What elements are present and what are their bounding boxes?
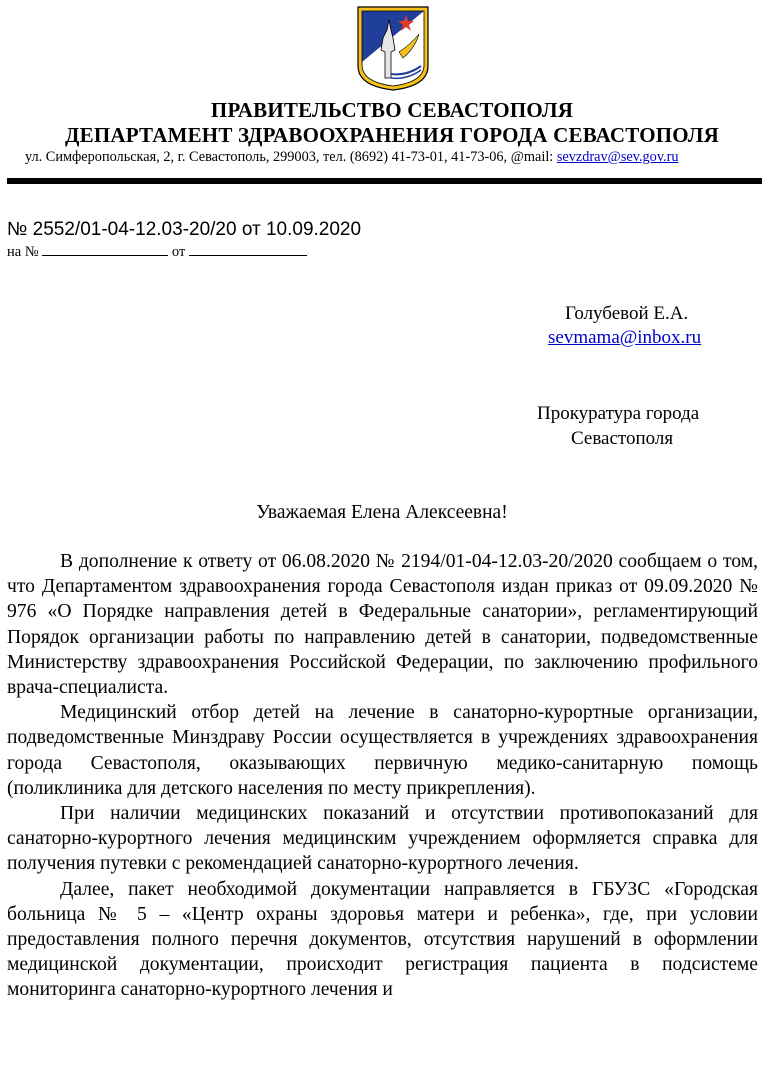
address-text: ул. Симферопольская, 2, г. Севастополь, 299003, тел. (8692) 41-73-01, 41-73-06, @mail:	[25, 149, 557, 165]
recipient-name: Голубевой Е.А.	[565, 303, 689, 324]
incoming-mid: от	[171, 244, 186, 260]
incoming-number-blank	[42, 242, 168, 256]
copy-recipient-line1: Прокуратура города	[537, 403, 700, 424]
copy-recipient-line2: Севастополя	[571, 428, 674, 449]
body-paragraph: При наличии медицинских показаний и отсутствии противопоказаний для санаторно-курортного лечения медицинским учреждением оформляется справка для получения путевки с рекомендацией санаторно-курортного лечения.	[7, 803, 758, 875]
incoming-prefix: на №	[7, 244, 39, 260]
body-paragraph: Далее, пакет необходимой документации направляется в ГБУЗС «Городская больница № 5 – «Центр охраны здоровья матери и ребенка», где, при условии предоставления полного перечня документов, отсутствия нарушений в оформлении медицинской документации, происходит регистрация пациента в подсистеме мониторинга санаторно-курортного лечения и	[7, 878, 758, 1001]
incoming-date-blank	[189, 242, 307, 256]
recipient-email-link[interactable]: sevmama@inbox.ru	[548, 327, 702, 348]
greeting: Уважаемая Елена Алексеевна!	[256, 502, 508, 523]
outgoing-number: № 2552/01-04-12.03-20/20 от 10.09.2020	[7, 219, 362, 240]
letter-body	[7, 549, 758, 1003]
org-name-department: ДЕПАРТАМЕНТ ЗДРАВООХРАНЕНИЯ ГОРОДА СЕВАСТОПОЛЯ	[65, 123, 719, 147]
incoming-reference	[7, 242, 307, 261]
header-divider	[7, 178, 762, 184]
body-paragraph: Медицинский отбор детей на лечение в санаторно-курортные организации, подведомственные Минздраву России осуществляется в учреждениях здравоохранения города Севастополя, оказывающих первичную медико-санитарную помощь (поликлиника для детского населения по месту прикрепления).	[7, 702, 758, 799]
department-email-link[interactable]: sevzdrav@sev.gov.ru	[556, 149, 679, 165]
address-line	[25, 148, 765, 166]
org-name-government: ПРАВИТЕЛЬСТВО СЕВАСТОПОЛЯ	[210, 98, 574, 122]
coat-of-arms-icon	[355, 4, 431, 92]
body-paragraph: В дополнение к ответу от 06.08.2020 № 2194/01-04-12.03-20/2020 сообщаем о том, что Департаментом здравоохранения города Севастополя издан приказ от 09.09.2020 № 976 «О Порядке направления детей в Федеральные санатории», регламентирующий Порядок организации работы по направлению детей в санатории, подведомственные Министерству здравоохранения Российской Федерации, по заключению профильного врача-специалиста.	[7, 551, 758, 699]
